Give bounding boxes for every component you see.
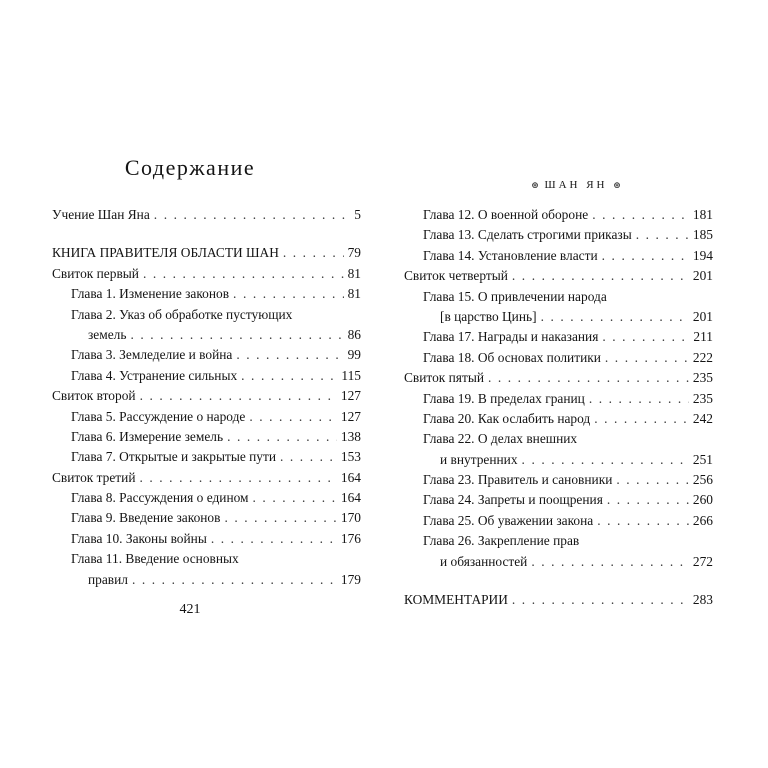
toc-entry-label: Глава 10. Законы войны xyxy=(71,530,207,546)
dot-leader xyxy=(522,450,689,470)
toc-entry-label: Глава 7. Открытые и закрытые пути xyxy=(71,449,277,465)
toc-entry-page: 201 xyxy=(692,268,713,284)
dot-leader xyxy=(488,368,689,388)
dot-leader xyxy=(592,205,689,225)
toc-entry xyxy=(404,225,713,245)
toc-entry-page: 235 xyxy=(692,390,713,406)
toc-entry xyxy=(52,468,361,488)
toc-entry xyxy=(404,490,713,510)
toc-entry xyxy=(52,407,361,427)
toc-entry xyxy=(404,348,713,368)
toc-entry-page: 185 xyxy=(692,227,713,243)
toc-entry xyxy=(404,552,713,572)
toc-entry xyxy=(52,345,361,365)
toc-entry-label: Глава 11. Введение основных xyxy=(71,551,239,567)
dot-leader xyxy=(224,508,336,528)
toc-entry-page: 256 xyxy=(692,472,713,488)
dot-leader xyxy=(541,307,689,327)
toc-entry xyxy=(52,264,361,284)
toc-entry xyxy=(404,307,713,327)
dot-leader xyxy=(236,345,343,365)
toc-entry-label: Глава 17. Награды и наказания xyxy=(423,329,599,345)
dot-leader xyxy=(594,409,689,429)
toc-entry-page: 127 xyxy=(340,408,361,424)
toc-right xyxy=(404,205,713,610)
dot-leader xyxy=(132,570,337,590)
toc-entry xyxy=(52,284,361,304)
dot-leader xyxy=(227,427,337,447)
toc-entry-page: 170 xyxy=(340,510,361,526)
toc-entry xyxy=(52,529,361,549)
dot-leader xyxy=(589,389,689,409)
toc-entry xyxy=(404,246,713,266)
toc-entry-label: КОММЕНТАРИИ xyxy=(404,592,508,608)
toc-entry-page: 127 xyxy=(340,388,361,404)
toc-entry-page: 86 xyxy=(347,326,361,342)
toc-entry-page: 99 xyxy=(347,347,361,363)
toc-entry xyxy=(404,511,713,531)
toc-entry-label: Глава 20. Как ослабить народ xyxy=(423,410,591,426)
toc-entry-page: 283 xyxy=(692,592,713,608)
toc-entry-page: 260 xyxy=(692,492,713,508)
toc-entry-label: Свиток третий xyxy=(52,469,136,485)
toc-entry-page: 164 xyxy=(340,490,361,506)
toc-entry-label: правил xyxy=(88,571,128,587)
toc-entry-page: 272 xyxy=(692,553,713,569)
toc-entry-label: Глава 12. О военной обороне xyxy=(423,207,589,222)
dot-leader xyxy=(531,552,689,572)
toc-entry-page: 235 xyxy=(692,370,713,386)
toc-entry xyxy=(404,327,713,347)
toc-entry-label: Свиток второй xyxy=(52,388,136,404)
toc-entry-label: и обязанностей xyxy=(440,553,528,569)
toc-entry-label: Глава 9. Введение законов xyxy=(71,510,221,526)
dot-leader xyxy=(616,470,689,490)
toc-entry-label: Глава 15. О привлечении народа xyxy=(423,288,607,304)
dot-leader xyxy=(154,205,351,225)
toc-entry xyxy=(404,590,713,610)
toc-entry-page: 181 xyxy=(692,207,713,222)
toc-entry xyxy=(52,570,361,590)
toc-entry-page: 81 xyxy=(347,265,361,281)
toc-entry-label: [в царство Цинь] xyxy=(440,308,537,324)
toc-entry xyxy=(404,368,713,388)
toc-entry-page: 251 xyxy=(692,451,713,467)
toc-entry xyxy=(404,429,713,449)
toc-entry-label: земель xyxy=(88,326,127,342)
ornament-icon: ⊛ xyxy=(531,180,539,190)
dot-leader xyxy=(140,386,337,406)
dot-leader xyxy=(233,284,344,304)
toc-entry-label: Глава 26. Закрепление прав xyxy=(423,533,580,549)
dot-leader xyxy=(636,225,689,245)
dot-leader xyxy=(241,366,337,386)
toc-entry-label: Глава 3. Земледелие и война xyxy=(71,347,233,363)
toc-entry-label: Глава 8. Рассуждения о едином xyxy=(71,490,249,506)
toc-entry-page: 211 xyxy=(693,329,713,345)
toc-entry xyxy=(52,427,361,447)
dot-leader xyxy=(512,266,689,286)
toc-entry-label: Глава 14. Установление власти xyxy=(423,247,598,263)
page-title: Содержание xyxy=(124,155,256,180)
toc-entry-label: Учение Шан Яна xyxy=(52,207,150,222)
toc-entry xyxy=(404,409,713,429)
dot-leader xyxy=(280,447,337,467)
dot-leader xyxy=(602,246,689,266)
toc-entry-label: Глава 2. Указ об обработке пустующих xyxy=(71,306,293,322)
page-number: 421 xyxy=(179,602,201,617)
toc-entry-label: Свиток пятый xyxy=(404,370,484,386)
toc-entry-label: Глава 5. Рассуждение о народе xyxy=(71,408,246,424)
right-page xyxy=(384,0,768,768)
dot-leader xyxy=(139,468,336,488)
toc-entry-label: Глава 4. Устранение сильных xyxy=(71,367,238,383)
toc-entry-label: Глава 13. Сделать строгими приказы xyxy=(423,227,632,243)
toc-entry-label: Глава 25. Об уважении закона xyxy=(423,512,594,528)
dot-leader xyxy=(249,407,337,427)
toc-entry-page: 81 xyxy=(347,286,361,302)
toc-entry-page: 138 xyxy=(340,428,361,444)
dot-leader xyxy=(253,488,337,508)
dot-leader xyxy=(605,348,689,368)
ornament-icon: ⊛ xyxy=(613,180,621,190)
toc-entry-page: 5 xyxy=(354,207,361,222)
toc-entry xyxy=(404,531,713,551)
dot-leader xyxy=(607,490,689,510)
toc-entry xyxy=(404,205,713,225)
toc-entry-label: Глава 24. Запреты и поощрения xyxy=(423,492,603,508)
running-head xyxy=(384,179,768,191)
toc-entry xyxy=(52,549,361,569)
toc-entry-label: Глава 6. Измерение земель xyxy=(71,428,224,444)
toc-entry xyxy=(404,470,713,490)
toc-entry xyxy=(52,325,361,345)
toc-entry-page: 115 xyxy=(341,367,361,383)
toc-entry xyxy=(404,266,713,286)
dot-leader xyxy=(143,264,344,284)
toc-entry xyxy=(404,287,713,307)
toc-entry xyxy=(404,389,713,409)
toc-entry-page: 201 xyxy=(692,308,713,324)
toc-entry-label: КНИГА ПРАВИТЕЛЯ ОБЛАСТИ ШАН xyxy=(52,245,279,261)
toc-entry xyxy=(52,205,361,225)
toc-entry-label: Глава 18. Об основах политики xyxy=(423,349,601,365)
toc-entry-label: Глава 19. В пределах границ xyxy=(423,390,585,406)
toc-entry-label: Свиток четвертый xyxy=(404,268,508,284)
toc-entry-label: Глава 22. О делах внешних xyxy=(423,431,578,447)
toc-entry xyxy=(52,508,361,528)
toc-entry-page: 242 xyxy=(692,410,713,426)
toc-entry-label: Глава 1. Изменение законов xyxy=(71,286,230,302)
toc-entry-page: 164 xyxy=(340,469,361,485)
toc-entry-label: Свиток первый xyxy=(52,265,139,281)
toc-entry-label: Глава 23. Правитель и сановники xyxy=(423,472,613,488)
toc-entry xyxy=(52,447,361,467)
dot-leader xyxy=(211,529,337,549)
dot-leader xyxy=(597,511,689,531)
toc-entry-page: 79 xyxy=(347,245,361,261)
dot-leader xyxy=(512,590,689,610)
toc-entry-label: и внутренних xyxy=(440,451,518,467)
toc-entry xyxy=(52,488,361,508)
dot-leader xyxy=(283,243,344,263)
dot-leader xyxy=(602,327,689,347)
toc-entry-page: 222 xyxy=(692,349,713,365)
toc-entry xyxy=(52,305,361,325)
toc-entry-page: 153 xyxy=(340,449,361,465)
toc-left xyxy=(52,205,361,590)
dot-leader xyxy=(130,325,343,345)
toc-entry xyxy=(52,386,361,406)
toc-entry-page: 194 xyxy=(692,247,713,263)
toc-entry-page: 176 xyxy=(340,530,361,546)
running-head-text: ШАН ЯН xyxy=(544,179,608,191)
toc-entry-page: 179 xyxy=(340,571,361,587)
toc-entry xyxy=(52,243,361,263)
toc-entry xyxy=(404,450,713,470)
toc-entry xyxy=(52,366,361,386)
toc-entry-page: 266 xyxy=(692,512,713,528)
